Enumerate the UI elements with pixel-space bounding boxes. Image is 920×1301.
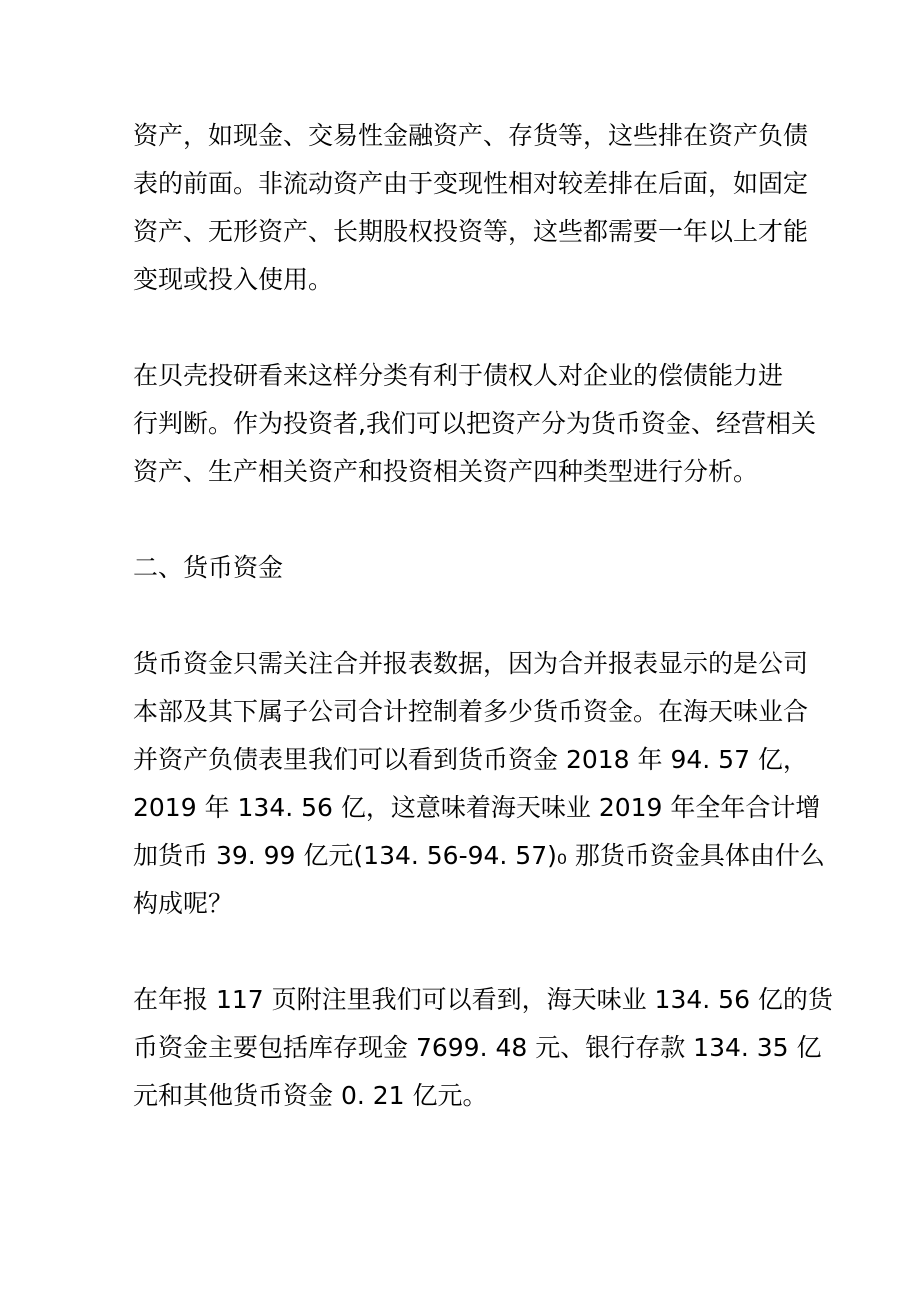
text-line: 变现或投入使用。 bbox=[133, 265, 334, 294]
paragraph-investor-view bbox=[133, 352, 816, 496]
text-line: 并资产负债表里我们可以看到货币资金 2018 年 94. 57 亿， bbox=[133, 745, 808, 774]
text-line: 加货币 39. 99 亿元(134. 56-94. 57)₀ 那货币资金具体由什么 bbox=[133, 841, 825, 870]
section-heading bbox=[133, 544, 808, 592]
paragraph-assets-classification bbox=[133, 112, 808, 304]
text-line: 元和其他货币资金 0. 21 亿元。 bbox=[133, 1081, 488, 1110]
paragraph-spacer bbox=[133, 592, 808, 640]
text-line: 资产、生产相关资产和投资相关资产四种类型进行分析。 bbox=[133, 457, 759, 486]
text-line: 2019 年 134. 56 亿，这意味着海天味业 2019 年全年合计增 bbox=[133, 793, 821, 822]
text-line: 资产，如现金、交易性金融资产、存货等，这些排在资产负债 bbox=[133, 121, 809, 150]
text-line: 在贝壳投研看来这样分类有利于债权人对企业的偿债能力进 bbox=[133, 361, 784, 390]
text-line: 币资金主要包括库存现金 7699. 48 元、银行存款 134. 35 亿 bbox=[133, 1033, 822, 1062]
text-line: 资产、无形资产、长期股权投资等，这些都需要一年以上才能 bbox=[133, 217, 809, 246]
paragraph-spacer bbox=[133, 928, 808, 976]
paragraph-annual-report-note bbox=[133, 976, 833, 1120]
paragraph-spacer bbox=[133, 304, 808, 352]
text-line: 构成呢？ bbox=[133, 889, 234, 918]
text-line: 行判断。作为投资者,我们可以把资产分为货币资金、经营相关 bbox=[133, 409, 816, 438]
text-line: 表的前面。非流动资产由于变现性相对较差排在后面，如固定 bbox=[133, 169, 809, 198]
paragraph-monetary-funds bbox=[133, 640, 825, 928]
paragraph-spacer bbox=[133, 496, 808, 544]
text-line: 在年报 117 页附注里我们可以看到，海天味业 134. 56 亿的货 bbox=[133, 985, 833, 1014]
heading-text: 二、货币资金 bbox=[133, 553, 284, 582]
text-line: 本部及其下属子公司合计控制着多少货币资金。在海天味业合 bbox=[133, 697, 809, 726]
text-line: 货币资金只需关注合并报表数据，因为合并报表显示的是公司 bbox=[133, 649, 809, 678]
